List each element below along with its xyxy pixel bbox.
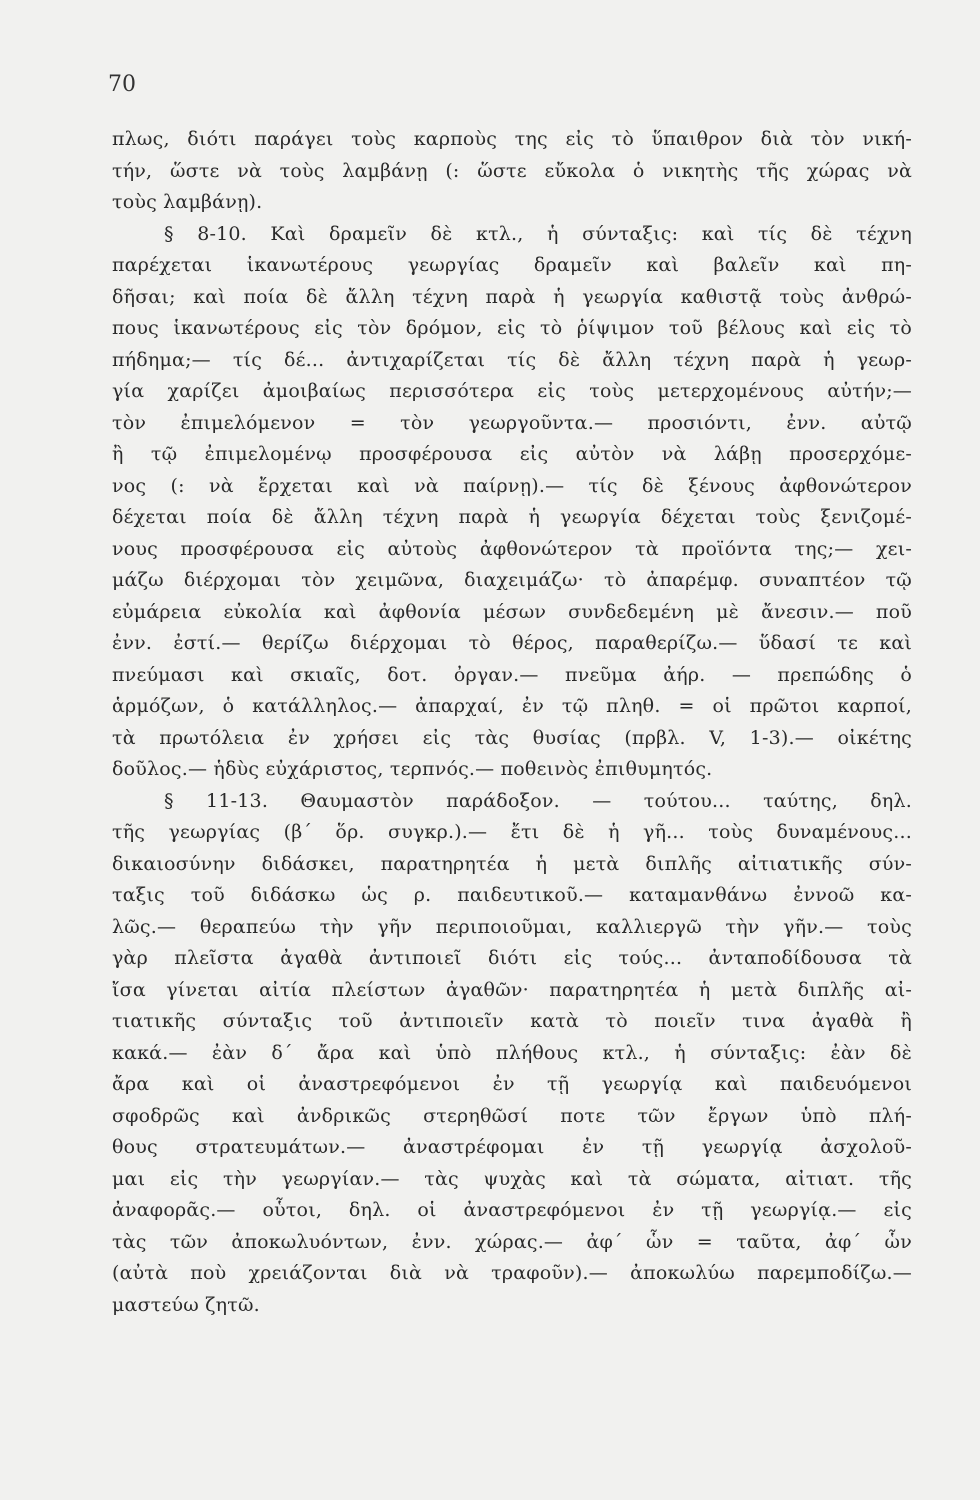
text-line: ἴσα γίνεται αἰτία πλείστων ἀγαθῶν· παρατηρητέα ἡ μετὰ διπλῆς αἰ- (112, 978, 912, 1001)
text-line: λῶς.— θεραπεύω τὴν γῆν περιποιοῦμαι, καλλιεργῶ τὴν γῆν.— τοὺς (112, 915, 912, 938)
text-line: ἀναφορᾶς.— οὗτοι, δηλ. οἱ ἀναστρεφόμενοι ἐν τῇ γεωργίᾳ.— εἰς (112, 1199, 912, 1221)
text-line: τήν, ὥστε νὰ τοὺς λαμβάνῃ (: ὥστε εὔκολα ὁ νικητὴς τῆς χώρας νὰ (112, 159, 912, 182)
text-line: πους ἱκανωτέρους εἰς τὸν δρόμον, εἰς τὸ ῥίψιμον τοῦ βέλους καὶ εἰς τὸ (112, 317, 912, 339)
text-line: τὰ πρωτόλεια ἐν χρήσει εἰς τὰς θυσίας (πρβλ. V, 1-3).— οἰκέτης (112, 726, 912, 749)
text-line: νους προσφέρουσα εἰς αὐτοὺς ἀφθονώτερον τὰ προϊόντα της;— χει- (112, 537, 912, 560)
text-line: ἁρμόζων, ὁ κατάλληλος.— ἀπαρχαί, ἐν τῷ πληθ. = οἱ πρῶτοι καρποί, (112, 695, 912, 717)
text-line: § 11-13. Θαυμαστὸν παράδοξον. — τούτου... ταύτης, δηλ. (164, 789, 912, 812)
text-line: πήδημα;— τίς δέ... ἀντιχαρίζεται τίς δὲ ἄλλη τέχνη παρὰ ἡ γεωρ- (112, 348, 912, 371)
text-line: νος (: νὰ ἔρχεται καὶ νὰ παίρνῃ).— τίς δὲ ξένους ἀφθονώτερον (112, 474, 912, 497)
text-line: θους στρατευμάτων.— ἀναστρέφομαι ἐν τῇ γεωργίᾳ ἀσχολοῦ- (112, 1136, 912, 1158)
text-line: τιατικῆς σύνταξις τοῦ ἀντιποιεῖν κατὰ τὸ ποιεῖν τινα ἀγαθὰ ἢ (112, 1010, 912, 1032)
text-line: γία χαρίζει ἀμοιβαίως περισσότερα εἰς τοὺς μετερχομένους αὐτήν;— (112, 380, 912, 402)
text-line: μάζω διέρχομαι τὸν χειμῶνα, διαχειμάζω· τὸ ἀπαρέμφ. συναπτέον τῷ (112, 569, 912, 591)
text-line: ἄρα καὶ οἱ ἀναστρεφόμενοι ἐν τῇ γεωργίᾳ καὶ παιδευόμενοι (112, 1073, 912, 1095)
text-line: μαστεύω ζητῶ. (112, 1293, 260, 1316)
text-line: ἢ τῷ ἐπιμελομένῳ προσφέρουσα εἰς αὐτὸν νὰ λάβῃ προσερχόμε- (112, 443, 912, 465)
text-line: πνεύμασι καὶ σκιαῖς, δοτ. ὀργαν.— πνεῦμα ἀήρ. — πρεπώδης ὁ (112, 663, 912, 686)
text-line: § 8-10. Καὶ δραμεῖν δὲ κτλ., ἡ σύνταξις: καὶ τίς δὲ τέχνη (164, 222, 912, 245)
text-line: πλως, διότι παράγει τοὺς καρποὺς της εἰς τὸ ὕπαιθρον διὰ τὸν νική- (112, 128, 912, 150)
text-line: δικαιοσύνην διδάσκει, παρατηρητέα ἡ μετὰ διπλῆς αἰτιατικῆς σύν- (112, 852, 912, 875)
text-line: (αὐτὰ ποὺ χρειάζονται διὰ νὰ τραφοῦν).— ἀποκωλύω παρεμποδίζω.— (112, 1262, 912, 1284)
text-line: τοὺς λαμβάνῃ). (112, 191, 263, 213)
text-line: μαι εἰς τὴν γεωργίαν.— τὰς ψυχὰς καὶ τὰ σώματα, αἰτιατ. τῆς (112, 1167, 912, 1190)
text-line: δοῦλος.— ἡδὺς εὐχάριστος, τερπνός.— ποθεινὸς ἐπιθυμητός. (112, 758, 713, 780)
text-line: εὐμάρεια εὐκολία καὶ ἀφθονία μέσων συνδεδεμένη μὲ ἄνεσιν.— ποῦ (112, 600, 912, 623)
text-line: δῆσαι; καὶ ποία δὲ ἄλλη τέχνη παρὰ ἡ γεωργία καθιστᾷ τοὺς ἀνθρώ- (112, 285, 912, 308)
text-line: ταξις τοῦ διδάσκω ὡς ρ. παιδευτικοῦ.— καταμανθάνω ἐννοῶ κα- (112, 884, 912, 906)
text-line: γὰρ πλεῖστα ἀγαθὰ ἀντιποιεῖ διότι εἰς τούς... ἀνταποδίδουσα τὰ (112, 947, 912, 969)
text-line: παρέχεται ἱκανωτέρους γεωργίας δραμεῖν καὶ βαλεῖν καὶ πη- (112, 254, 912, 276)
text-line: σφοδρῶς καὶ ἀνδρικῶς στερηθῶσί ποτε τῶν ἔργων ὑπὸ πλή- (112, 1104, 912, 1127)
text-line: τὸν ἐπιμελόμενον = τὸν γεωργοῦντα.— προσιόντι, ἐνν. αὐτῷ (112, 411, 912, 434)
text-line: τῆς γεωργίας (β΄ ὅρ. συγκρ.).— ἔτι δὲ ἡ γῆ... τοὺς δυναμένους... (112, 821, 912, 843)
body-text (112, 124, 912, 1321)
text-line: τὰς τῶν ἀποκωλυόντων, ἐνν. χώρας.— ἀφ΄ ὧν = ταῦτα, ἀφ΄ ὧν (112, 1230, 912, 1253)
text-line: ἐνν. ἐστί.— θερίζω διέρχομαι τὸ θέρος, παραθερίζω.— ὕδασί τε καὶ (112, 632, 912, 654)
text-line: δέχεται ποία δὲ ἄλλη τέχνη παρὰ ἡ γεωργία δέχεται τοὺς ξενιζομέ- (112, 506, 912, 528)
page-number: 70 (108, 72, 136, 97)
text-line: κακά.— ἐὰν δ΄ ἄρα καὶ ὑπὸ πλήθους κτλ., ἡ σύνταξις: ἐὰν δὲ (112, 1041, 912, 1064)
